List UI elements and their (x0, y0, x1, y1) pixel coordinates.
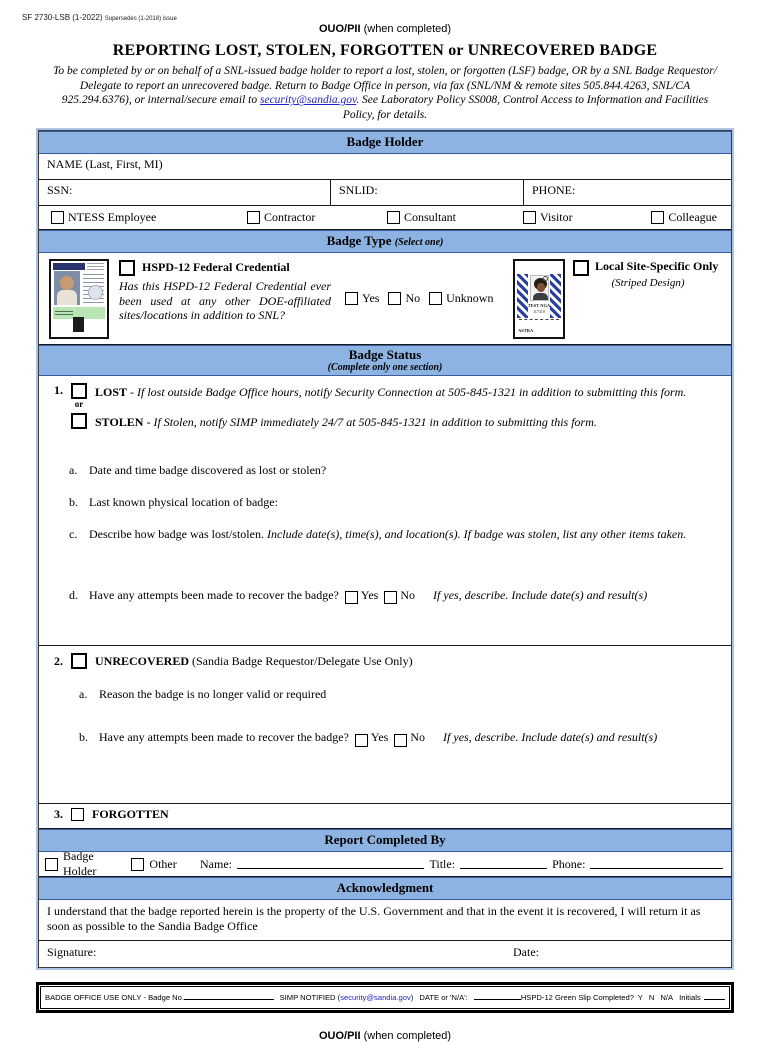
greenslip-label: HSPD-12 Green Slip Completed? (520, 993, 634, 1003)
report-other-label: Other (149, 856, 177, 871)
item-d-note: If yes, describe. Include date(s) and result(s) (433, 587, 648, 602)
report-badge-holder-checkbox[interactable] (45, 858, 58, 871)
person-face-icon (537, 283, 545, 292)
instructions-text-2: . See Laboratory Policy SS008, Control Access to Information and Facilities Policy, for details. (342, 94, 709, 122)
badge-report-form (38, 130, 732, 968)
recover-no-checkbox-lost[interactable] (384, 591, 397, 604)
page-title: REPORTING LOST, STOLEN, FORGOTTEN or UNRECOVERED BADGE (112, 42, 658, 59)
holder-type-options (39, 206, 731, 230)
lost-checkbox[interactable] (71, 383, 87, 399)
name-field-label: NAME (Last, First, MI) (47, 156, 163, 171)
report-completed-by-row (39, 849, 731, 879)
report-badge-holder-label: Badge Holder (63, 849, 97, 879)
ntess-employee-label: NTESS Employee (68, 209, 157, 224)
initials-fill-line[interactable] (704, 993, 725, 1000)
consultant-label: Consultant (404, 209, 457, 224)
forgotten-checkbox[interactable] (71, 808, 84, 821)
lost-item-b[interactable] (69, 495, 731, 510)
local-site-note: (Striped Design) (611, 276, 685, 289)
report-name-label: Name: (200, 856, 232, 871)
item-c-note: Include date(s), time(s), and location(s). If badge was stolen, list any other items taken. (266, 526, 687, 541)
unrecovered-note: (Sandia Badge Requestor/Delegate Use Only) (189, 653, 413, 668)
badge-type-section-header (39, 230, 731, 253)
holder-type-contractor (247, 210, 387, 225)
item-a-letter: a. (69, 462, 78, 477)
acknowledgment-text: I understand that the badge reported herein is the property of the U.S. Government and that in the event it is recovered, I will return it as soon as possible to the Sandia Badge Office (39, 900, 731, 941)
holder-type-colleague (629, 210, 721, 225)
consultant-checkbox[interactable] (387, 211, 400, 224)
colleague-checkbox[interactable] (651, 211, 664, 224)
unrecovered-label: UNRECOVERED (95, 653, 190, 668)
local-site-checkbox[interactable] (573, 260, 589, 276)
initials-label: Initials (679, 993, 701, 1003)
holder-type-consultant (387, 210, 523, 225)
hspd12-badge-photo (54, 271, 80, 305)
greenslip-option-yes[interactable]: Y (637, 993, 643, 1003)
recover-yes-checkbox-lost[interactable] (345, 591, 358, 604)
striped-badge-dashed-line (519, 319, 559, 320)
hspd12-badge-header-band (53, 263, 85, 270)
item-c-letter: c. (69, 526, 78, 541)
section2-number: 2. (54, 653, 63, 668)
hspd12-usage-question: Has this HSPD-12 Federal Credential ever been used at any other DOE-affiliated sites/locations in addition to SNL? (119, 278, 331, 323)
simp-email-link[interactable]: security@sandia.gov (340, 993, 411, 1003)
report-completed-by-header: Report Completed By (39, 829, 731, 852)
recover-no-checkbox-unrecovered[interactable] (394, 734, 407, 747)
holder-type-ntess (51, 210, 247, 225)
snlid-field[interactable] (331, 180, 524, 205)
item-a-letter: a. (79, 687, 88, 702)
report-phone-label: Phone: (552, 856, 586, 871)
classification-banner-bottom (0, 1030, 770, 1042)
usage-option-no (388, 291, 420, 306)
signature-label: Signature: (47, 945, 97, 960)
date-field[interactable] (513, 945, 723, 963)
forgotten-label: FORGOTTEN (92, 807, 169, 822)
or-label: or (74, 399, 84, 410)
colleague-label: Colleague (668, 209, 717, 224)
item-b-letter: b. (79, 730, 88, 745)
usage-unknown-label: Unknown (446, 290, 494, 305)
striped-badge-id-text: 117310 (533, 308, 545, 314)
status-section-forgotten (39, 807, 731, 829)
instructions-text-1: To be completed by or on behalf of a SNL-issued badge holder to report a lost, stolen, or forgotten (LSF) badge, OR by a SNL Badge Requestor/ Delegate to report an unrecovered badge. Return to Badge Office in person, via fax (SNL/NM & remote sites 505.844.4263, SNL/CA 925.294.6376), or internal/secure email to (53, 65, 717, 107)
report-name-fill-line[interactable] (237, 859, 424, 869)
signature-row (39, 941, 731, 967)
simp-notified-label: SIMP NOTIFIED ( (279, 993, 341, 1003)
recover-yes-label-unrecovered: Yes (370, 730, 389, 745)
person-shoulders-icon (57, 290, 77, 305)
item-c-text: Describe how badge was lost/stolen. (89, 526, 267, 541)
phone-field[interactable] (524, 180, 731, 205)
hspd12-badge-barcode-icon (73, 317, 84, 332)
footer-classification-suffix: (when completed) (360, 1030, 452, 1042)
item-d-letter: d. (69, 587, 78, 602)
hspd12-badge-image (49, 259, 109, 339)
greenslip-option-no[interactable]: N (648, 993, 655, 1003)
person-head-icon (60, 276, 74, 290)
recover-no-label-lost: No (400, 587, 416, 602)
unrecovered-item-b (79, 730, 731, 745)
supersedes-note: Supersedes (1-2018) issue (104, 16, 177, 22)
signature-field[interactable] (47, 945, 513, 963)
usage-unknown-checkbox[interactable] (429, 292, 442, 305)
usage-no-label: No (405, 290, 421, 305)
usage-option-unknown (429, 291, 493, 306)
lost-item-a[interactable] (69, 463, 731, 478)
badge-type-header-label: Badge Type (326, 232, 395, 248)
ssn-field[interactable] (39, 180, 331, 205)
id-fields-row (39, 180, 731, 206)
person-shoulders-icon (533, 293, 548, 301)
report-other-checkbox[interactable] (131, 858, 144, 871)
item-b-text: Last known physical location of badge: (89, 494, 278, 509)
lost-label: LOST (95, 385, 128, 400)
date-label: Date: (513, 945, 539, 960)
phone-label: PHONE: (532, 182, 576, 197)
usage-no-checkbox[interactable] (388, 292, 401, 305)
item-a-text: Date and time badge discovered as lost or stolen? (89, 462, 327, 477)
striped-badge-top-text (518, 263, 560, 273)
snlid-label: SNLID: (339, 182, 378, 197)
badge-status-section-header (39, 345, 731, 376)
item-b-letter: b. (69, 494, 78, 509)
report-title-label: Title: (429, 856, 456, 871)
badge-type-content (39, 253, 731, 345)
simp-close-paren: ) (410, 993, 414, 1003)
contractor-checkbox[interactable] (247, 211, 260, 224)
striped-badge-image (513, 259, 565, 339)
badge-no-fill-line[interactable] (184, 993, 274, 1000)
hspd12-option-block (119, 258, 331, 339)
form-number-text: SF 2730-LSB (1-2022) (22, 13, 103, 22)
item-b-text: Have any attempts been made to recover the badge? (99, 730, 349, 745)
unrecovered-item-a[interactable] (79, 687, 731, 702)
report-title-fill-line[interactable] (460, 859, 547, 869)
badge-status-header-label: Badge Status (348, 346, 422, 362)
visitor-label: Visitor (540, 209, 573, 224)
badge-office-date-label: DATE or 'N/A': (419, 993, 468, 1003)
acknowledgment-header: Acknowledgment (39, 877, 731, 900)
badge-type-header-note: (Select one) (394, 236, 444, 248)
item-b-note: If yes, describe. Include date(s) and result(s) (443, 730, 658, 745)
section3-number: 3. (54, 807, 63, 822)
recover-no-label-unrecovered: No (410, 730, 426, 745)
ntess-employee-checkbox[interactable] (51, 211, 64, 224)
name-field[interactable] (39, 154, 731, 180)
hspd12-checkbox[interactable] (119, 260, 135, 276)
hspd12-badge-seal-icon (88, 285, 103, 300)
recover-yes-checkbox-unrecovered[interactable] (355, 734, 368, 747)
local-site-label: Local Site-Specific Only (595, 258, 719, 273)
holder-type-visitor (523, 210, 629, 225)
section1-number: 1. (54, 383, 63, 398)
lost-item-d (69, 588, 731, 603)
item-a-text: Reason the badge is no longer valid or required (99, 687, 327, 702)
ssn-label: SSN: (47, 182, 73, 197)
lost-item-c[interactable] (69, 527, 731, 542)
badge-holder-section-header: Badge Holder (39, 131, 731, 154)
stolen-checkbox[interactable] (71, 413, 87, 429)
badge-status-header-note: (Complete only one section) (327, 362, 443, 374)
report-phone-fill-line[interactable] (590, 859, 723, 869)
status-section-unrecovered (39, 653, 731, 804)
usage-yes-checkbox[interactable] (345, 292, 358, 305)
hspd12-label: HSPD-12 Federal Credential (142, 260, 290, 275)
hspd12-badge-top-text (87, 263, 104, 270)
recover-yes-label-lost: Yes (360, 587, 379, 602)
local-site-option-block (573, 258, 723, 339)
greenslip-option-na[interactable]: N/A (660, 993, 674, 1003)
visitor-checkbox[interactable] (523, 211, 536, 224)
lost-instructions: - If lost outside Badge Office hours, notify Security Connection at 505-845-1321 in addition to submitting this form. (127, 385, 687, 400)
usage-option-yes (345, 291, 379, 306)
unrecovered-checkbox[interactable] (71, 653, 87, 669)
status-section-lost-stolen (39, 383, 731, 646)
usage-yes-label: Yes (362, 290, 380, 305)
classification-label: OUO/PII (318, 23, 361, 35)
form-number (22, 13, 177, 22)
item-d-text: Have any attempts been made to recover the badge? (89, 587, 339, 602)
security-email-link[interactable]: security@sandia.gov (259, 94, 357, 107)
simp-date-fill-line[interactable] (474, 993, 521, 1000)
contractor-label: Contractor (264, 209, 316, 224)
form-instructions (46, 64, 724, 123)
footer-classification-label: OUO/PII (318, 1030, 361, 1042)
stolen-label: STOLEN (95, 415, 144, 430)
striped-badge-brand-text: ASTRA (518, 327, 534, 333)
hspd12-usage-options (345, 291, 493, 306)
badge-office-use-only-box (36, 982, 734, 1013)
badge-office-prefix: BADGE OFFICE USE ONLY - Badge No. (45, 993, 184, 1003)
striped-badge-name-text: TEST NGA (527, 302, 551, 308)
classification-suffix: (when completed) (360, 23, 452, 35)
magnifier-icon (543, 276, 548, 281)
stolen-instructions: - If Stolen, notify SIMP immediately 24/7 at 505-845-1321 in addition to submitting this form. (143, 415, 597, 430)
